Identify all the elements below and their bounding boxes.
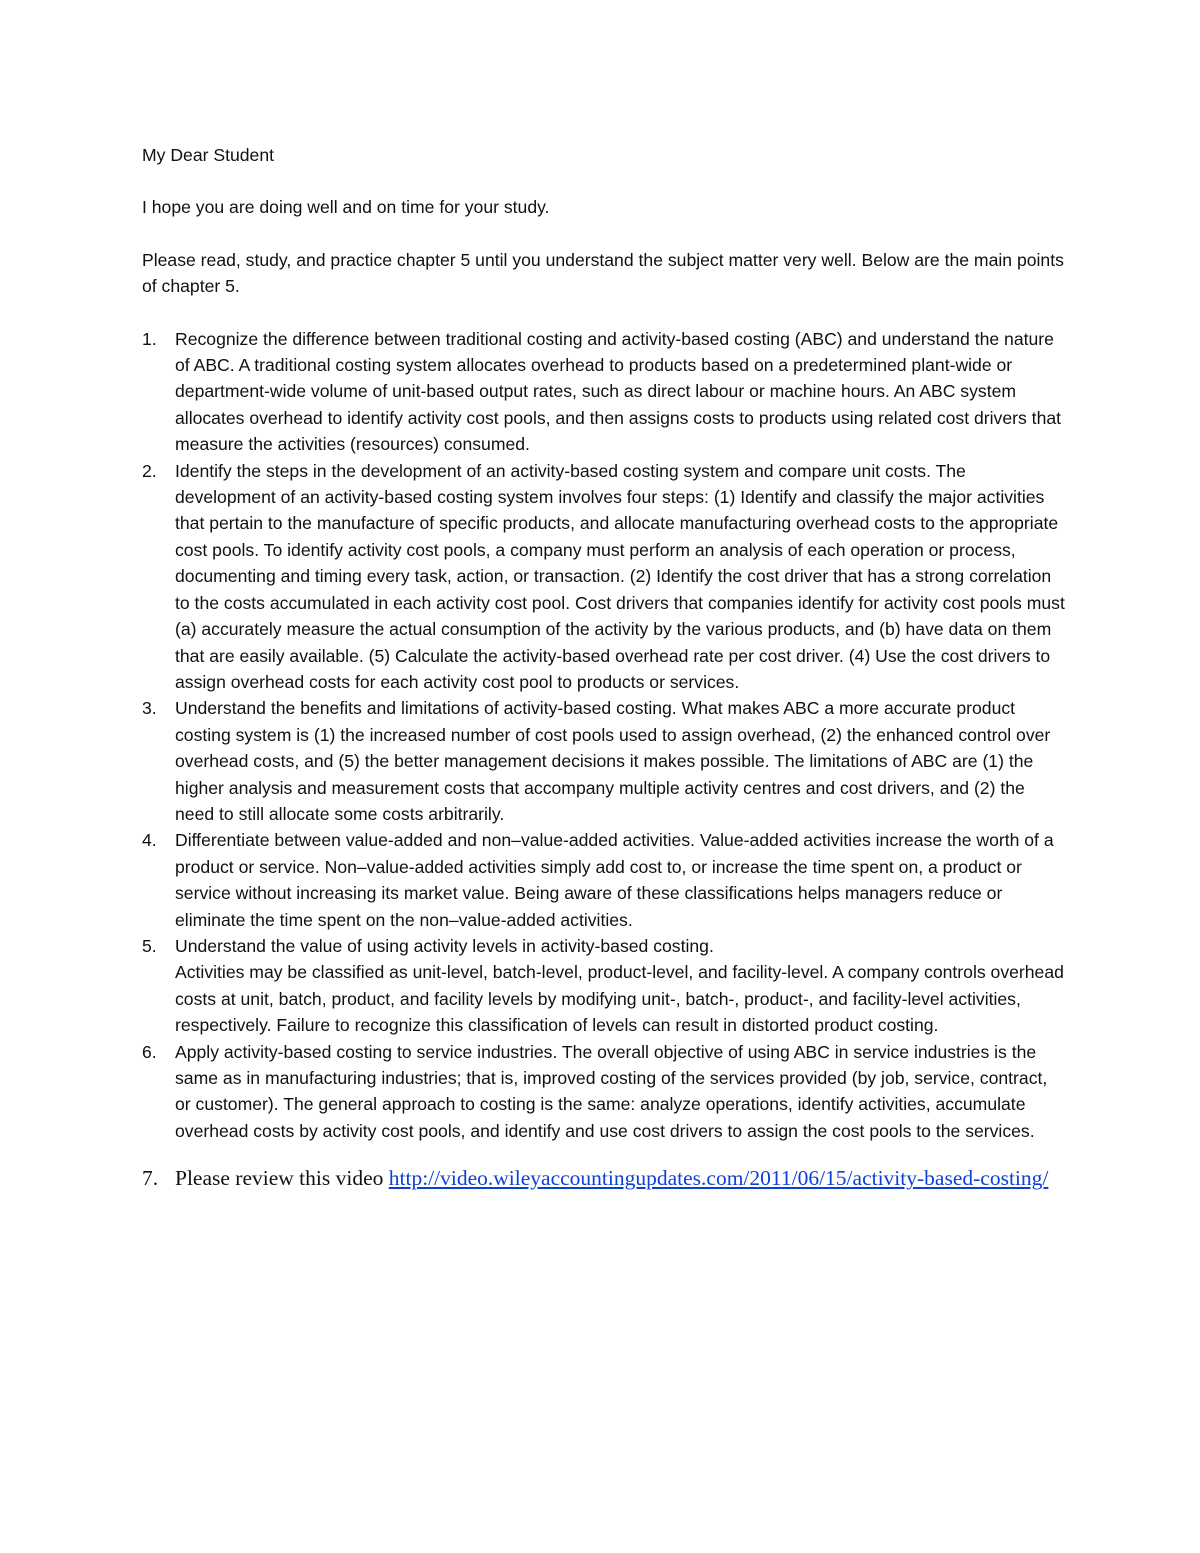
list-number: 2. bbox=[142, 460, 157, 481]
list-item-text: Apply activity-based costing to service industries. The overall objective of using ABC in service industries is the same as in manufacturing industries; that is, improved costing of the services provided (by job, service, contract, or customer). The general approach to costing is the same: analyze operations, identify activities, accumulate overhead costs by activity cost pools, and identify and use cost drivers to assign the cost pools to the services. bbox=[175, 1041, 1048, 1141]
list-item bbox=[142, 827, 1067, 933]
list-item bbox=[142, 458, 1067, 696]
list-number: 5. bbox=[142, 935, 157, 956]
list-item bbox=[142, 326, 1067, 458]
video-item bbox=[142, 1164, 1067, 1192]
list-number: 4. bbox=[142, 830, 157, 851]
letter-body bbox=[142, 142, 1067, 1192]
list-number: 7. bbox=[142, 1166, 159, 1191]
list-item bbox=[142, 933, 1067, 1039]
greeting: My Dear Student bbox=[142, 145, 275, 165]
list-number: 1. bbox=[142, 328, 157, 349]
list-item-text: Differentiate between value-added and non–value-added activities. Value-added activities increase the worth of a product or service. Non–value-added activities simply add cost to, or increase the time spent on, a product or service without increasing its market value. Being aware of these classifications helps managers reduce or eliminate the time spent on the non–value-added activities. bbox=[175, 830, 1054, 930]
list-item-text: Understand the value of using activity levels in activity-based costing. bbox=[175, 935, 714, 956]
main-points-list bbox=[142, 326, 1067, 1145]
list-number: 3. bbox=[142, 698, 157, 719]
list-item-subtext: Activities may be classified as unit-level, batch-level, product-level, and facility-level. A company controls overhead costs at unit, batch, product, and facility levels by modifying unit-, batch-, product-, and facility-level activities, respectively. Failure to recognize this classification of levels can result in distorted product costing. bbox=[175, 962, 1064, 1036]
list-item-text: Understand the benefits and limitations of activity-based costing. What makes ABC a more accurate product costing system is (1) the increased number of cost pools used to assign overhead, (2) the enhanced control over overhead costs, and (5) the better management decisions it makes possible. The limitations of ABC are (1) the higher analysis and measurement costs that accompany multiple activity centres and cost drivers, and (2) the need to still allocate some costs arbitrarily. bbox=[175, 698, 1051, 824]
intro-paragraph: I hope you are doing well and on time for your study. bbox=[142, 197, 550, 218]
video-prefix: Please review this video bbox=[175, 1166, 389, 1191]
list-item bbox=[142, 1039, 1067, 1145]
instruction-paragraph: Please read, study, and practice chapter 5 until you understand the subject matter very well. Below are the main points of chapter 5. bbox=[142, 249, 1064, 297]
list-item-text: Recognize the difference between traditional costing and activity-based costing (ABC) and understand the nature of ABC. A traditional costing system allocates overhead to products based on a predetermined plant-wide or department-wide volume of unit-based output rates, such as direct labour or machine hours. An ABC system allocates overhead to identify activity cost pools, and then assigns costs to products using related cost drivers that measure the activities (resources) consumed. bbox=[175, 328, 1062, 455]
list-item bbox=[142, 695, 1067, 827]
list-item-text: Identify the steps in the development of an activity-based costing system and compare unit costs. The development of an activity-based costing system involves four steps: (1) Identify and classify the major activities that pertain to the manufacture of specific products, and allocate manufacturing overhead costs to the appropriate cost pools. To identify activity cost pools, a company must perform an analysis of each operation or process, documenting and timing every task, action, or transaction. (2) Identify the cost driver that has a strong correlation to the costs accumulated in each activity cost pool. Cost drivers that companies identify for activity cost pools must (a) accurately measure the actual consumption of the activity by the various products, and (b) have data on them that are easily available. (5) Calculate the activity-based overhead rate per cost driver. (4) Use the cost drivers to assign overhead costs for each activity cost pool to products or services. bbox=[175, 460, 1065, 692]
video-link[interactable]: http://video.wileyaccountingupdates.com/2011/06/15/activity-based-costing/ bbox=[388, 1166, 1049, 1191]
list-number: 6. bbox=[142, 1041, 157, 1062]
